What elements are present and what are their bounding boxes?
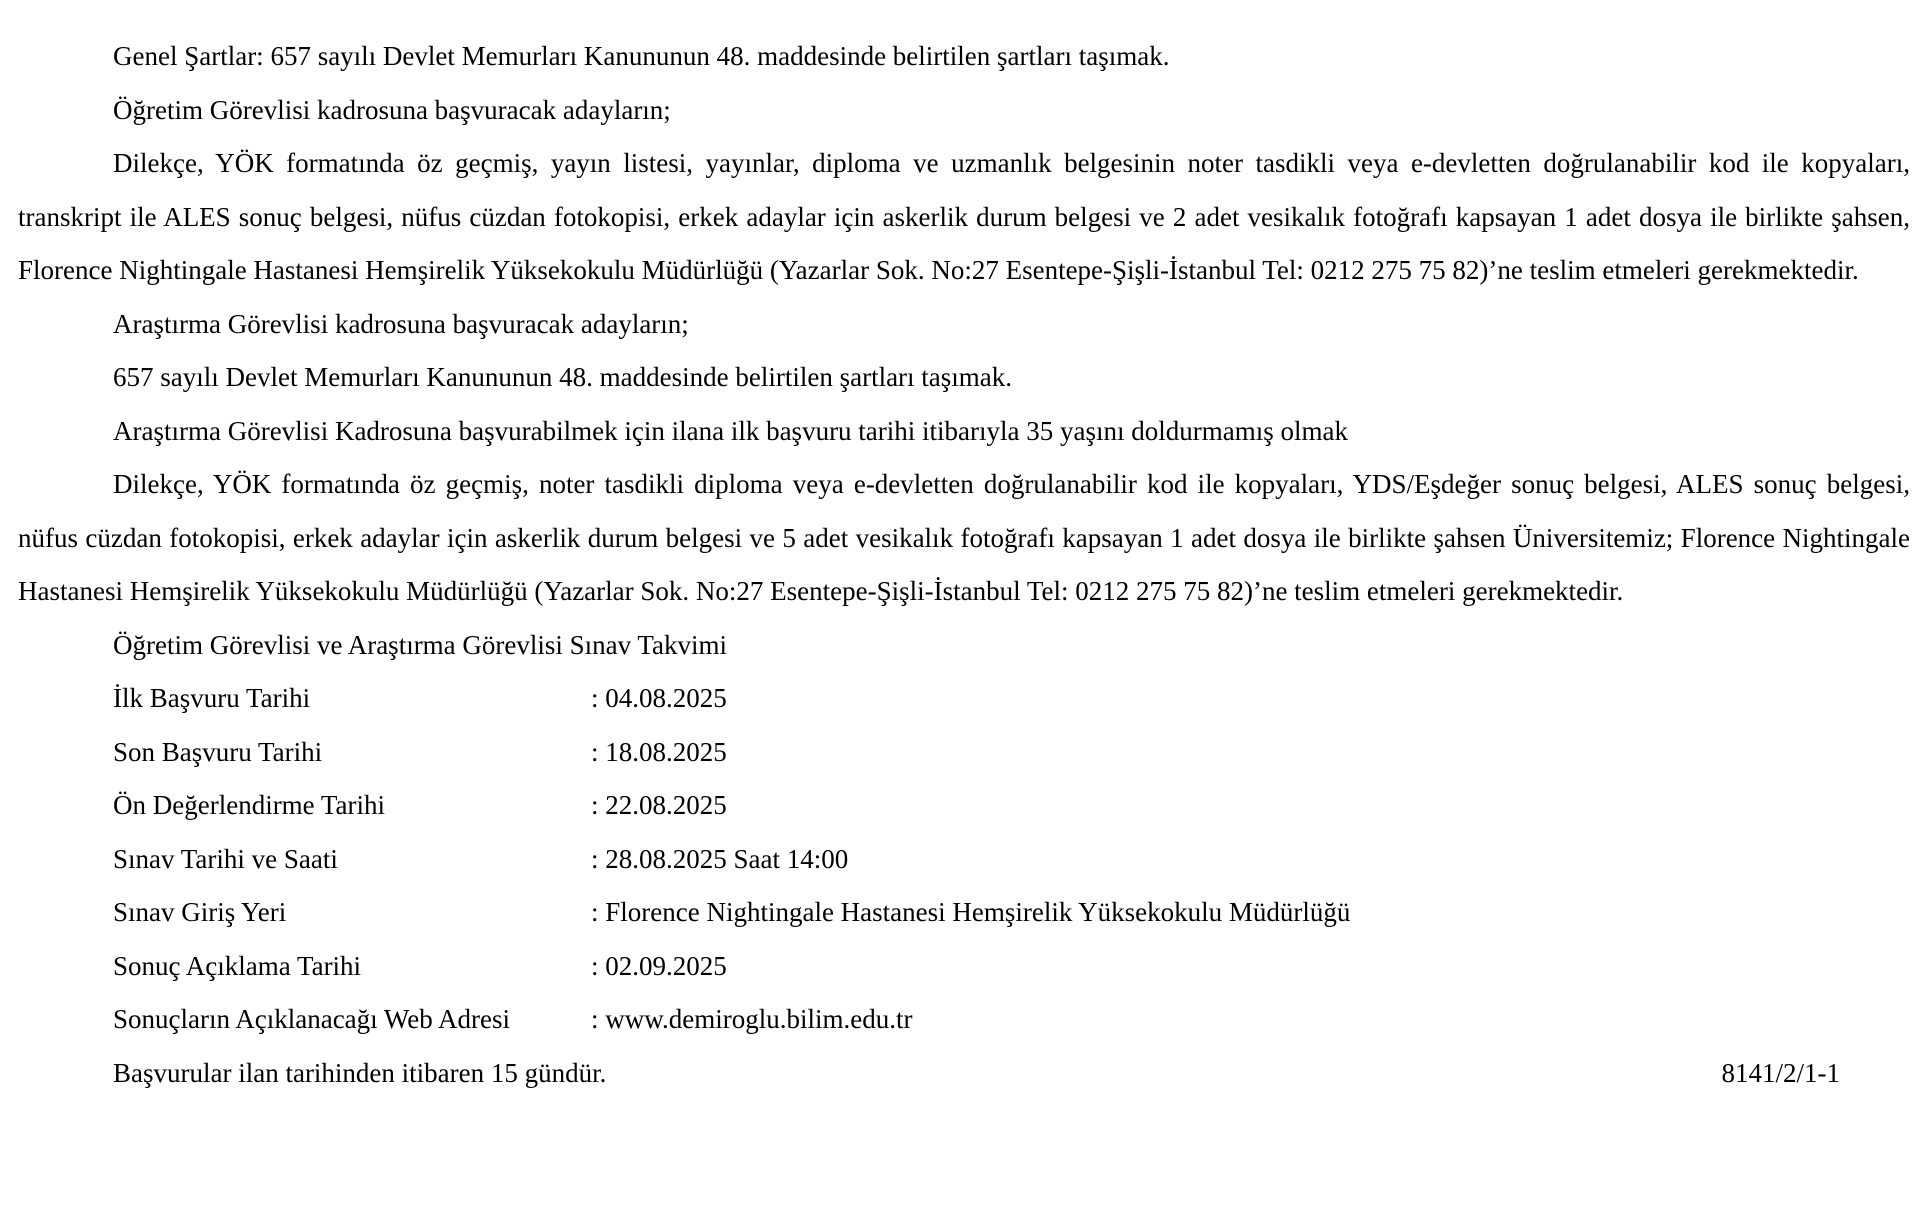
schedule-value: : 02.09.2025 [591, 950, 727, 981]
reference-number: 8141/2/1-1 [1721, 1057, 1840, 1088]
schedule-value: : 18.08.2025 [591, 736, 727, 767]
research-assistant-condition-2: Araştırma Görevlisi Kadrosuna başvurabilmek için ilana ilk başvuru tarihi itibarıyla 35 yaşını doldurmamış olmak [113, 415, 1348, 446]
schedule-label: Sınav Tarihi ve Saati [113, 843, 338, 874]
schedule-row [18, 672, 1910, 726]
schedule-label: Sonuç Açıklama Tarihi [113, 950, 362, 981]
schedule-value: : 04.08.2025 [591, 683, 727, 713]
schedule-row [18, 833, 1910, 887]
schedule-row [18, 993, 1910, 1047]
footer [18, 1047, 1840, 1101]
schedule-row [18, 726, 1910, 780]
schedule-label: Son Başvuru Tarihi [113, 736, 323, 767]
research-assistant-heading: Araştırma Görevlisi kadrosuna başvuracak adayların; [113, 308, 689, 339]
schedule-label: Ön Değerlendirme Tarihi [113, 790, 386, 820]
schedule-title: Öğretim Görevlisi ve Araştırma Görevlisi Sınav Takvimi [113, 629, 728, 660]
schedule-value: : Florence Nightingale Hastanesi Hemşirelik Yüksekokulu Müdürlüğü [591, 897, 1351, 927]
schedule-label: İlk Başvuru Tarihi [113, 683, 311, 713]
general-conditions: Genel Şartlar: 657 sayılı Devlet Memurları Kanununun 48. maddesinde belirtilen şartları taşımak. [113, 41, 1170, 71]
schedule-value: : www.demiroglu.bilim.edu.tr [591, 1004, 913, 1034]
lecturer-heading: Öğretim Görevlisi kadrosuna başvuracak adayların; [113, 94, 671, 125]
schedule-row [18, 940, 1910, 994]
schedule-row [18, 886, 1910, 940]
schedule-label: Sonuçların Açıklanacağı Web Adresi [113, 1004, 510, 1034]
schedule-value: : 28.08.2025 Saat 14:00 [591, 843, 849, 874]
schedule-label: Sınav Giriş Yeri [113, 897, 287, 927]
application-duration-note: Başvurular ilan tarihinden itibaren 15 gündür. [113, 1057, 607, 1088]
research-assistant-condition-1: 657 sayılı Devlet Memurları Kanununun 48. maddesinde belirtilen şartları taşımak. [113, 362, 1013, 392]
schedule-value: : 22.08.2025 [591, 790, 727, 820]
research-assistant-requirements: Dilekçe, YÖK formatında öz geçmiş, noter tasdikli diploma veya e-devletten doğrulanabilir kod ile kopyaları, YDS/Eşdeğer sonuç belgesi, ALES sonuç belgesi, nüfus cüzdan fotokopisi, erkek adaylar için askerlik durum belgesi ve 5 adet vesikalık fotoğrafı kapsayan 1 adet dosya ile birlikte şahsen Üniversitemiz; Florence Nightingale Hastanesi Hemşirelik Yüksekokulu Müdürlüğü (Yazarlar Sok. No:27 Esentepe-Şişli-İstanbul Tel: 0212 275 75 82)’ne teslim etmeleri gerekmektedir. [18, 469, 1910, 606]
schedule-row [18, 779, 1910, 833]
lecturer-requirements: Dilekçe, YÖK formatında öz geçmiş, yayın listesi, yayınlar, diploma ve uzmanlık belgesinin noter tasdikli veya e-devletten doğrulanabilir kod ile kopyaları, transkript ile ALES sonuç belgesi, nüfus cüzdan fotokopisi, erkek adaylar için askerlik durum belgesi ve 2 adet vesikalık fotoğrafı kapsayan 1 adet dosya ile birlikte şahsen, Florence Nightingale Hastanesi Hemşirelik Yüksekokulu Müdürlüğü (Yazarlar Sok. No:27 Esentepe-Şişli-İstanbul Tel: 0212 275 75 82)’ne teslim etmeleri gerekmektedir. [18, 148, 1910, 285]
schedule-table [18, 672, 1910, 1047]
